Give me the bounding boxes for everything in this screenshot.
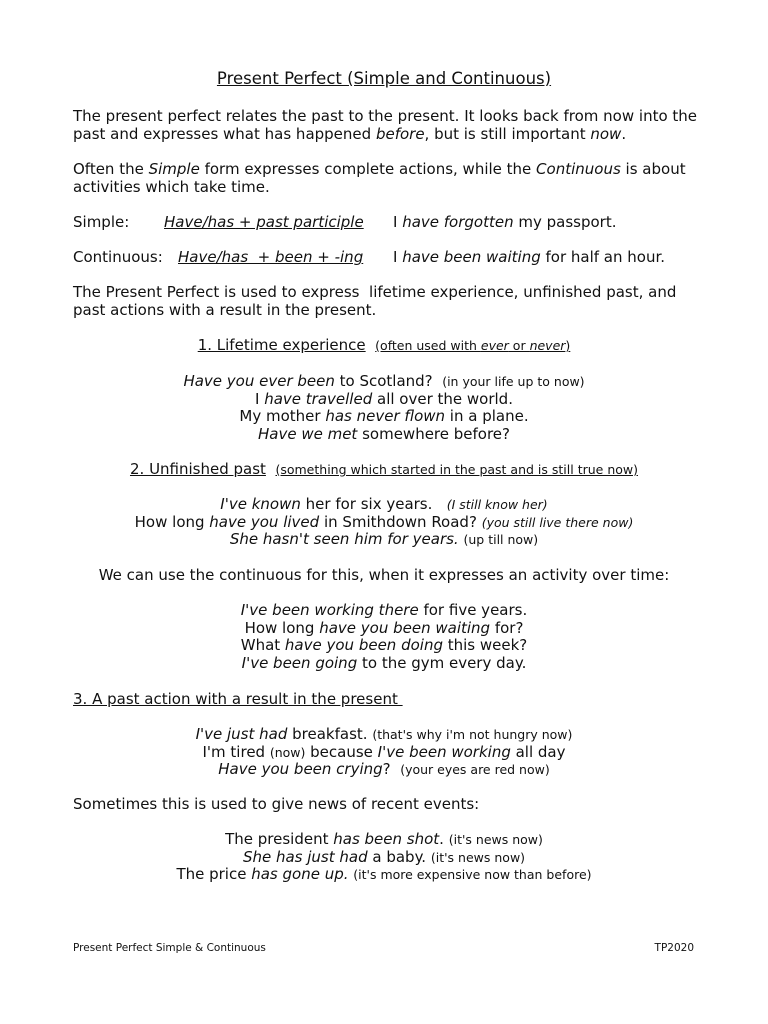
- example-text: to Scotland?: [334, 372, 433, 390]
- example-verb: have you been waiting: [319, 618, 491, 637]
- section2-examples: [0, 496, 768, 549]
- example-verb: I've been working there: [240, 601, 419, 619]
- example-line: [0, 426, 768, 444]
- example-verb: have you lived: [209, 512, 320, 531]
- example-text: all over the world.: [372, 389, 513, 408]
- example-text: in Smithdown Road?: [319, 512, 477, 531]
- example-verb: has been shot: [333, 830, 440, 848]
- example-text: I: [255, 389, 265, 408]
- example-line: [0, 620, 768, 638]
- intro-text: The present perfect relates the past to the present. It looks back from now into the past and expresses what has happened: [73, 107, 698, 143]
- intro-before-emphasis: before: [375, 124, 425, 143]
- example-line: [0, 391, 768, 409]
- example-verb: I've just had: [195, 725, 288, 743]
- section1-heading: 1. Lifetime experience: [197, 336, 366, 354]
- example-line: [0, 761, 768, 779]
- example-line: [0, 408, 768, 426]
- continuous-label: Continuous:: [73, 248, 163, 266]
- example-note: (it's news now): [430, 849, 526, 865]
- section3-heading-line: [73, 691, 403, 709]
- section2-note: (something which started in the past and is still true now): [275, 462, 638, 477]
- continuous-emphasis: Continuous: [536, 160, 621, 178]
- example-text: this week?: [442, 636, 528, 654]
- note-text: ): [565, 338, 571, 353]
- example-verb: She hasn't seen him for years.: [229, 530, 459, 548]
- section3-examples: [0, 726, 768, 779]
- example-note: (that's why i'm not hungry now): [372, 727, 573, 742]
- example-text: somewhere before?: [357, 424, 511, 443]
- example-note: (it's news now): [448, 832, 543, 847]
- simple-form-row: [73, 213, 617, 232]
- example-line: [0, 866, 768, 884]
- example-note: (it's more expensive now than before): [353, 867, 592, 882]
- example-text: The president: [225, 830, 334, 848]
- example-text: .: [439, 830, 444, 848]
- page-title: Present Perfect (Simple and Continuous): [216, 69, 552, 88]
- example-verb: Have we met: [257, 424, 358, 443]
- example-line: [0, 602, 768, 620]
- example-verb: I've been working: [377, 742, 511, 761]
- example-note: (you still live there now): [481, 514, 634, 530]
- continuous-example: [393, 249, 665, 267]
- example-note: (up till now): [463, 532, 539, 547]
- example-text: I: [393, 213, 403, 231]
- example-note: (I still know her): [446, 497, 548, 512]
- example-text: for five years.: [418, 601, 528, 619]
- example-text: in a plane.: [445, 407, 529, 425]
- example-text: My mother: [239, 407, 326, 425]
- continuous-examples: [0, 602, 768, 672]
- news-examples: [0, 831, 768, 884]
- example-text: How long: [244, 618, 320, 637]
- note-text: or: [508, 338, 530, 353]
- example-text: her for six years.: [300, 495, 433, 513]
- example-verb: has gone up.: [251, 865, 349, 883]
- example-text: to the gym every day.: [357, 653, 527, 672]
- example-note: (your eyes are red now): [400, 762, 550, 777]
- intro-paragraph: [73, 108, 713, 143]
- continuous-form-row: [73, 248, 666, 267]
- example-verb: have you been doing: [284, 636, 443, 654]
- section1-examples: [0, 373, 768, 443]
- example-text: because: [305, 742, 378, 761]
- continuous-intro: We can use the continuous for this, when it expresses an activity over time:: [98, 566, 670, 584]
- example-line: [0, 531, 768, 549]
- example-text: What: [240, 636, 285, 654]
- example-verb: has never flown: [325, 407, 446, 425]
- example-line: [0, 655, 768, 673]
- section1-note: [375, 338, 570, 353]
- example-text: I'm tired: [202, 742, 270, 761]
- intro-now-emphasis: now: [590, 124, 622, 143]
- example-verb: have forgotten: [402, 213, 514, 231]
- example-line: [0, 831, 768, 849]
- forms-text: is about activities which take time.: [73, 160, 686, 196]
- example-text: breakfast.: [287, 725, 368, 743]
- example-text: How long: [134, 512, 210, 531]
- example-line: [0, 496, 768, 514]
- footer-left: Present Perfect Simple & Continuous: [73, 942, 266, 954]
- intro-text: , but is still important: [424, 124, 591, 143]
- forms-paragraph: [73, 161, 713, 196]
- note-never: never: [529, 338, 566, 353]
- example-note: (now): [269, 744, 306, 760]
- footer-right: TP2020: [654, 942, 694, 954]
- simple-label: Simple:: [73, 213, 130, 231]
- example-text: a baby.: [367, 847, 427, 866]
- forms-text: form expresses complete actions, while the: [199, 160, 537, 178]
- uses-paragraph: The Present Perfect is used to express lifetime experience, unfinished past, and past actions with a result in the present.: [73, 283, 682, 319]
- example-note: (in your life up to now): [442, 374, 585, 389]
- example-verb: I've been going: [241, 653, 358, 672]
- simple-example: [393, 214, 617, 232]
- example-verb: Have you been crying: [218, 760, 383, 778]
- forms-text: Often the: [73, 160, 149, 178]
- news-intro: Sometimes this is used to give news of recent events:: [73, 795, 480, 813]
- example-verb: have travelled: [264, 389, 373, 408]
- example-line: [0, 637, 768, 655]
- example-text: I: [393, 248, 403, 266]
- simple-formula: Have/has + past participle: [164, 213, 364, 231]
- example-verb: have been waiting: [402, 248, 541, 266]
- example-text: for half an hour.: [540, 248, 666, 266]
- section2-heading: 2. Unfinished past: [129, 460, 266, 478]
- example-line: [0, 373, 768, 391]
- example-line: [0, 726, 768, 744]
- example-text: my passport.: [513, 213, 617, 231]
- example-verb: She has just had: [242, 847, 368, 866]
- example-verb: I've known: [220, 495, 301, 513]
- example-text: for?: [490, 618, 524, 637]
- continuous-formula: Have/has + been + -ing: [178, 248, 364, 266]
- example-text: ?: [382, 760, 391, 778]
- note-text: (often used with: [375, 338, 481, 353]
- section2-heading-line: [0, 461, 768, 479]
- section1-heading-line: [0, 337, 768, 355]
- example-text: The price: [176, 865, 252, 883]
- example-verb: Have you ever been: [183, 372, 335, 390]
- note-ever: ever: [480, 338, 509, 353]
- intro-text: .: [621, 124, 627, 143]
- section3-heading: 3. A past action with a result in the present: [73, 690, 403, 708]
- example-line: [0, 849, 768, 867]
- example-line: [0, 744, 768, 762]
- example-text: all day: [510, 742, 566, 761]
- simple-emphasis: Simple: [148, 160, 200, 178]
- example-line: [0, 514, 768, 532]
